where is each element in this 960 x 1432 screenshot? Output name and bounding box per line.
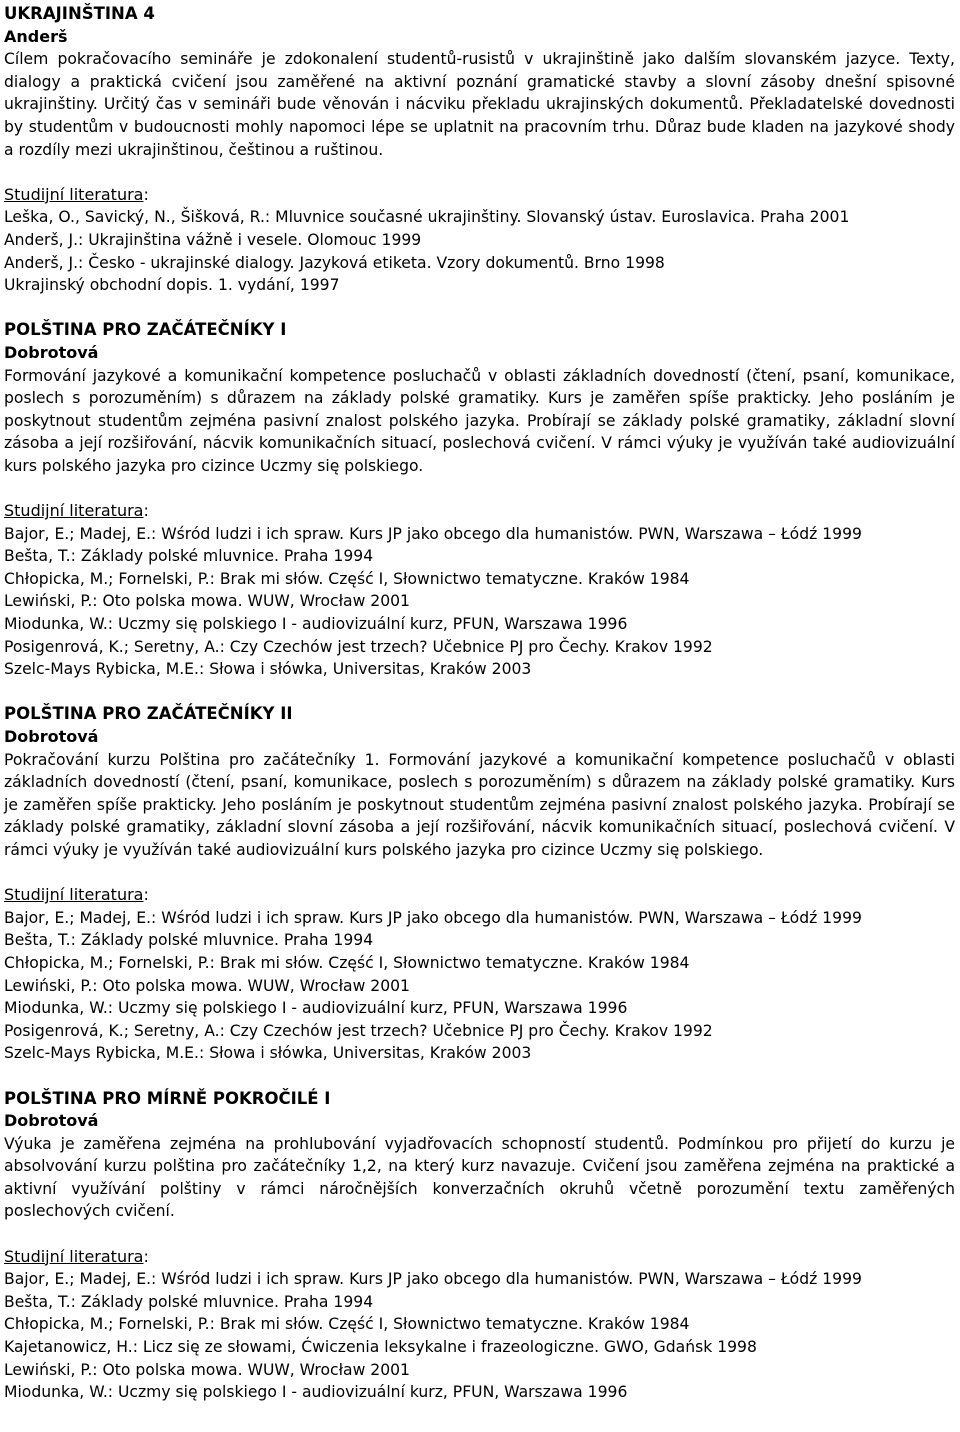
literature-item: Posigenrová, K.; Seretny, A.: Czy Czechów jest trzech? Učebnice PJ pro Čechy. Krakov 1992 xyxy=(4,637,713,656)
course-title: POLŠTINA PRO ZAČÁTEČNÍKY II xyxy=(4,704,293,724)
literature-item: Leška, O., Savický, N., Šišková, R.: Mluvnice současné ukrajinštiny. Slovanský ústav. Euroslavica. Praha 2001 xyxy=(4,208,850,227)
literature-item: Bešta, T.: Základy polské mluvnice. Praha 1994 xyxy=(4,547,374,566)
course-title: POLŠTINA PRO ZAČÁTEČNÍKY I xyxy=(4,320,287,340)
section-spacer xyxy=(4,297,955,320)
literature-item: Bajor, E.; Madej, E.: Wśród ludzi i ich spraw. Kurs JP jako obcego dla humanistów. PWN, Warszawa – Łódź 1999 xyxy=(4,1270,862,1289)
course-teacher: Dobrotová xyxy=(4,1111,99,1131)
literature-item: Anderš, J.: Ukrajinština vážně i vesele. Olomouc 1999 xyxy=(4,230,422,249)
literature-item: Bešta, T.: Základy polské mluvnice. Praha 1994 xyxy=(4,1292,374,1311)
literature-label: Studijní literatura xyxy=(4,501,144,521)
literature-item: Bešta, T.: Základy polské mluvnice. Praha 1994 xyxy=(4,931,374,950)
literature-heading: Studijní literatura: xyxy=(4,184,149,204)
literature-item: Chłopicka, M.; Fornelski, P.: Brak mi słów. Część I, Słownictwo tematyczne. Kraków 1984 xyxy=(4,953,690,972)
course-title: POLŠTINA PRO MÍRNĚ POKROČILÉ I xyxy=(4,1088,331,1108)
course-section-polstina-zacatecniky-2 xyxy=(4,703,955,1065)
literature-item: Bajor, E.; Madej, E.: Wśród ludzi i ich spraw. Kurs JP jako obcego dla humanistów. PWN, Warszawa – Łódź 1999 xyxy=(4,524,862,543)
literature-item: Miodunka, W.: Uczmy się polskiego I - audiovizuální kurz, PFUN, Warszawa 1996 xyxy=(4,615,628,634)
literature-heading: Studijní literatura: xyxy=(4,501,149,521)
section-spacer xyxy=(4,681,955,704)
literature-item: Miodunka, W.: Uczmy się polskiego I - audiovizuální kurz, PFUN, Warszawa 1996 xyxy=(4,1383,628,1402)
literature-label: Studijní literatura xyxy=(4,1246,144,1266)
literature-list xyxy=(4,206,955,296)
literature-label: Studijní literatura xyxy=(4,885,144,905)
course-teacher: Anderš xyxy=(4,26,68,46)
literature-item: Bajor, E.; Madej, E.: Wśród ludzi i ich spraw. Kurs JP jako obcego dla humanistów. PWN, Warszawa – Łódź 1999 xyxy=(4,908,862,927)
literature-item: Chłopicka, M.; Fornelski, P.: Brak mi słów. Część I, Słownictwo tematyczne. Kraków 1984 xyxy=(4,1315,690,1334)
course-description: Formování jazykové a komunikační kompetence posluchačů v oblasti základních dovedností (čtení, psaní, komunikace, poslech s porozuměním) s důrazem na základy polské gramatiky. Kurs je zaměřen spíše prakticky. Jeho posláním je poskytnout studentům zejména pasivní znalost polského jazyka. Probírají se základy polské gramatiky, základní slovní zásoba a její rozšiřování, nácvik komunikačních situací, poslechová cvičení. V rámci výuky je využíván také audiovizuální kurs polského jazyka pro cizince Uczmy się polskiego. xyxy=(4,366,955,475)
literature-item: Lewiński, P.: Oto polska mowa. WUW, Wrocław 2001 xyxy=(4,976,410,995)
literature-item: Anderš, J.: Česko - ukrajinské dialogy. Jazyková etiketa. Vzory dokumentů. Brno 1998 xyxy=(4,253,665,272)
course-section-polstina-mirne-pokrocile-1 xyxy=(4,1088,955,1404)
literature-item: Lewiński, P.: Oto polska mowa. WUW, Wrocław 2001 xyxy=(4,1360,410,1379)
literature-heading: Studijní literatura: xyxy=(4,1246,149,1266)
course-teacher: Dobrotová xyxy=(4,342,99,362)
literature-item: Miodunka, W.: Uczmy się polskiego I - audiovizuální kurz, PFUN, Warszawa 1996 xyxy=(4,999,628,1018)
literature-list xyxy=(4,907,955,1065)
course-description: Výuka je zaměřena zejména na prohlubování vyjadřovacích schopností studentů. Podmínkou pro přijetí do kurzu je absolvování kurzu polština pro začátečníky 1,2, na který kurz navazuje. Cvičení jsou zaměřena zejména na praktické a aktivní využívání polštiny v rámci náročnějších konverzačních okruhů včetně porozumění textu zaměřených poslechových cvičení. xyxy=(4,1134,955,1221)
literature-item: Ukrajinský obchodní dopis. 1. vydání, 1997 xyxy=(4,276,340,295)
literature-item: Szelc-Mays Rybicka, M.E.: Słowa i słówka, Universitas, Kraków 2003 xyxy=(4,660,532,679)
literature-item: Chłopicka, M.; Fornelski, P.: Brak mi słów. Część I, Słownictwo tematyczne. Kraków 1984 xyxy=(4,569,690,588)
course-title: UKRAJINŠTINA 4 xyxy=(4,4,155,23)
course-description: Pokračování kurzu Polština pro začátečníky 1. Formování jazykové a komunikační kompetence posluchačů v oblasti základních dovedností (čtení, psaní, komunikace, poslech s porozuměním) s důrazem na základy polské gramatiky. Kurs je zaměřen spíše prakticky. Jeho posláním je poskytnout studentům zejména pasivní znalost polského jazyka. Probírají se základy polské gramatiky, základní slovní zásoba a její rozšiřování, nácvik komunikačních situací, poslechová cvičení. V rámci výuky je využíván také audiovizuální kurs polského jazyka pro cizince Uczmy się polskiego. xyxy=(4,750,955,859)
literature-item: Kajetanowicz, H.: Licz się ze słowami, Ćwiczenia leksykalne i frazeologiczne. GWO, Gdańsk 1998 xyxy=(4,1338,757,1357)
course-teacher: Dobrotová xyxy=(4,727,99,746)
course-section-ukrajinstina-4 xyxy=(4,3,955,297)
literature-item: Posigenrová, K.; Seretny, A.: Czy Czechów jest trzech? Učebnice PJ pro Čechy. Krakov 1992 xyxy=(4,1021,713,1040)
literature-item: Lewiński, P.: Oto polska mowa. WUW, Wrocław 2001 xyxy=(4,592,410,611)
section-spacer xyxy=(4,1065,955,1088)
course-description: Cílem pokračovacího semináře je zdokonalení studentů-rusistů v ukrajinštině jako dalším slovanském jazyce. Texty, dialogy a praktická cvičení jsou zaměřené na aktivní poznání gramatické stavby a slovní zásoby dnešní spisovné ukrajinštiny. Určitý čas v semináři bude věnován i nácviku překladu ukrajinských dokumentů. Překladatelské dovednosti by studentům v budoucnosti mohly napomoci lépe se uplatnit na pracovním trhu. Důraz bude kladen na jazykové shody a rozdíly mezi ukrajinštinou, češtinou a ruštinou. xyxy=(4,50,955,159)
literature-list xyxy=(4,1268,955,1404)
literature-item: Szelc-Mays Rybicka, M.E.: Słowa i słówka, Universitas, Kraków 2003 xyxy=(4,1044,532,1063)
literature-label: Studijní literatura xyxy=(4,184,144,204)
course-section-polstina-zacatecniky-1 xyxy=(4,319,955,681)
literature-list xyxy=(4,523,955,681)
literature-heading: Studijní literatura: xyxy=(4,885,149,905)
